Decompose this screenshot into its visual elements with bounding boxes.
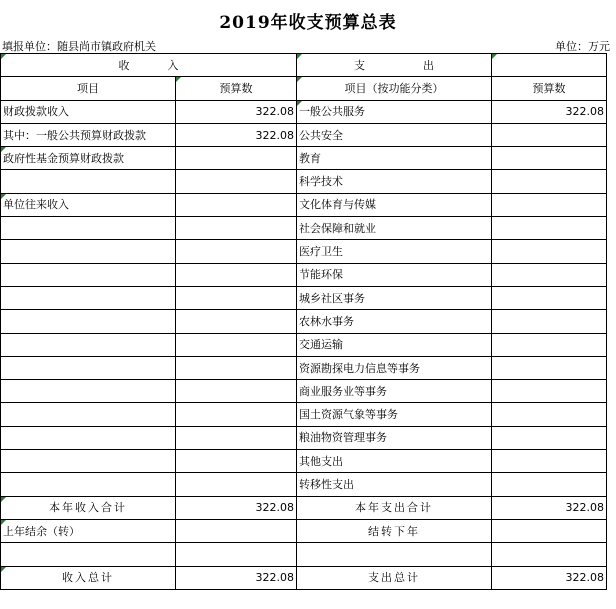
income-total-value: 322.08 [176,566,297,589]
expense-header-char-2: 出 [423,58,434,72]
blank-cell [176,543,297,566]
income-item-cell [1,380,176,403]
expense-item-cell: 医疗卫生 [297,240,492,263]
year-total-row [1,496,607,519]
expense-total-value: 322.08 [492,566,607,589]
expense-item-cell: 文化体育与传媒 [297,193,492,216]
expense-value-cell [492,450,607,473]
expense-value-cell [492,333,607,356]
year-income-value: 322.08 [176,496,297,519]
expense-value-cell [492,170,607,193]
expense-item-header: 项目（按功能分类） [297,77,492,100]
table-row [1,217,607,240]
income-item-cell [1,450,176,473]
income-item-cell [1,286,176,309]
expense-value-cell [492,123,607,146]
income-item-cell [1,426,176,449]
blank-row [1,543,607,566]
expense-item-cell: 教育 [297,147,492,170]
expense-value-cell [492,380,607,403]
blank-cell [492,543,607,566]
income-item-cell [1,310,176,333]
expense-item-cell: 资源勘探电力信息等事务 [297,356,492,379]
expense-item-cell: 交通运输 [297,333,492,356]
income-value-cell [176,403,297,426]
expense-header-char-1: 支 [354,58,365,72]
report-title: 2019年收支预算总表 [219,13,397,33]
income-item-cell [1,217,176,240]
income-value-cell [176,217,297,240]
table-row [1,286,607,309]
expense-value-cell [492,310,607,333]
income-header-char-2: 入 [167,58,179,72]
expense-value-cell [492,403,607,426]
income-section-header [1,54,297,77]
year-expense-value: 322.08 [492,496,607,519]
expense-value-cell [492,193,607,216]
income-item-cell [1,263,176,286]
income-value-cell [176,263,297,286]
blank-cell [1,543,176,566]
filing-unit: 填报单位：随县尚市镇政府机关 [2,40,156,53]
income-total-label: 收入总计 [1,566,176,589]
expense-value-cell [492,473,607,496]
table-row [1,450,607,473]
expense-item-cell: 农林水事务 [297,310,492,333]
blank-header-cell [492,54,607,77]
expense-item-cell: 科学技术 [297,170,492,193]
table-row [1,426,607,449]
balance-row [1,519,607,542]
table-row [1,170,607,193]
expense-item-cell: 一般公共服务 [297,100,492,123]
expense-item-cell: 节能环保 [297,263,492,286]
expense-item-cell: 粮油物资管理事务 [297,426,492,449]
income-value-cell: 322.08 [176,100,297,123]
income-item-cell: 其中：一般公共预算财政拨款 [1,123,176,146]
expense-value-cell [492,426,607,449]
year-income-label: 本年收入合计 [1,496,176,519]
expense-item-cell: 国土资源气象等事务 [297,403,492,426]
table-row [1,123,607,146]
column-header-row [1,77,607,100]
prev-balance-value [176,519,297,542]
expense-item-cell: 公共安全 [297,123,492,146]
expense-item-cell: 城乡社区事务 [297,286,492,309]
table-row [1,193,607,216]
income-value-cell [176,170,297,193]
expense-value-cell [492,286,607,309]
grand-total-row [1,566,607,589]
blank-cell [297,543,492,566]
budget-table [0,53,607,590]
income-item-cell: 财政拨款收入 [1,100,176,123]
table-row [1,380,607,403]
expense-item-cell: 社会保障和就业 [297,217,492,240]
income-value-cell [176,286,297,309]
expense-budget-header: 预算数 [492,77,607,100]
table-row [1,356,607,379]
income-item-cell: 政府性基金预算财政拨款 [1,147,176,170]
expense-value-cell [492,263,607,286]
income-value-cell [176,333,297,356]
income-value-cell [176,356,297,379]
table-row [1,263,607,286]
table-row [1,473,607,496]
table-row [1,333,607,356]
income-item-cell [1,333,176,356]
income-item-cell [1,240,176,263]
income-item-cell: 单位往来收入 [1,193,176,216]
income-item-cell [1,473,176,496]
table-row [1,100,607,123]
income-value-cell [176,147,297,170]
expense-item-cell: 商业服务业等事务 [297,380,492,403]
expense-item-cell: 其他支出 [297,450,492,473]
carry-forward-value [492,519,607,542]
table-row [1,310,607,333]
income-budget-header: 预算数 [176,77,297,100]
income-item-header: 项目 [1,77,176,100]
section-header-row [1,54,607,77]
income-item-cell [1,170,176,193]
table-row [1,147,607,170]
table-row [1,240,607,263]
income-value-cell [176,450,297,473]
expense-value-cell [492,240,607,263]
currency-unit: 单位：万元 [555,40,610,53]
income-value-cell [176,193,297,216]
income-header-char-1: 收 [118,58,130,72]
expense-value-cell [492,147,607,170]
income-item-cell [1,356,176,379]
expense-item-cell: 转移性支出 [297,473,492,496]
prev-balance-label: 上年结余（转） [1,519,176,542]
income-item-cell [1,403,176,426]
expense-section-header [297,54,492,77]
expense-value-cell [492,356,607,379]
income-value-cell [176,426,297,449]
income-value-cell: 322.08 [176,123,297,146]
expense-value-cell: 322.08 [492,100,607,123]
carry-forward-label: 结转下年 [297,519,492,542]
expense-value-cell [492,217,607,240]
income-value-cell [176,380,297,403]
income-value-cell [176,240,297,263]
income-value-cell [176,473,297,496]
income-value-cell [176,310,297,333]
table-row [1,403,607,426]
expense-total-label: 支出总计 [297,566,492,589]
year-expense-label: 本年支出合计 [297,496,492,519]
